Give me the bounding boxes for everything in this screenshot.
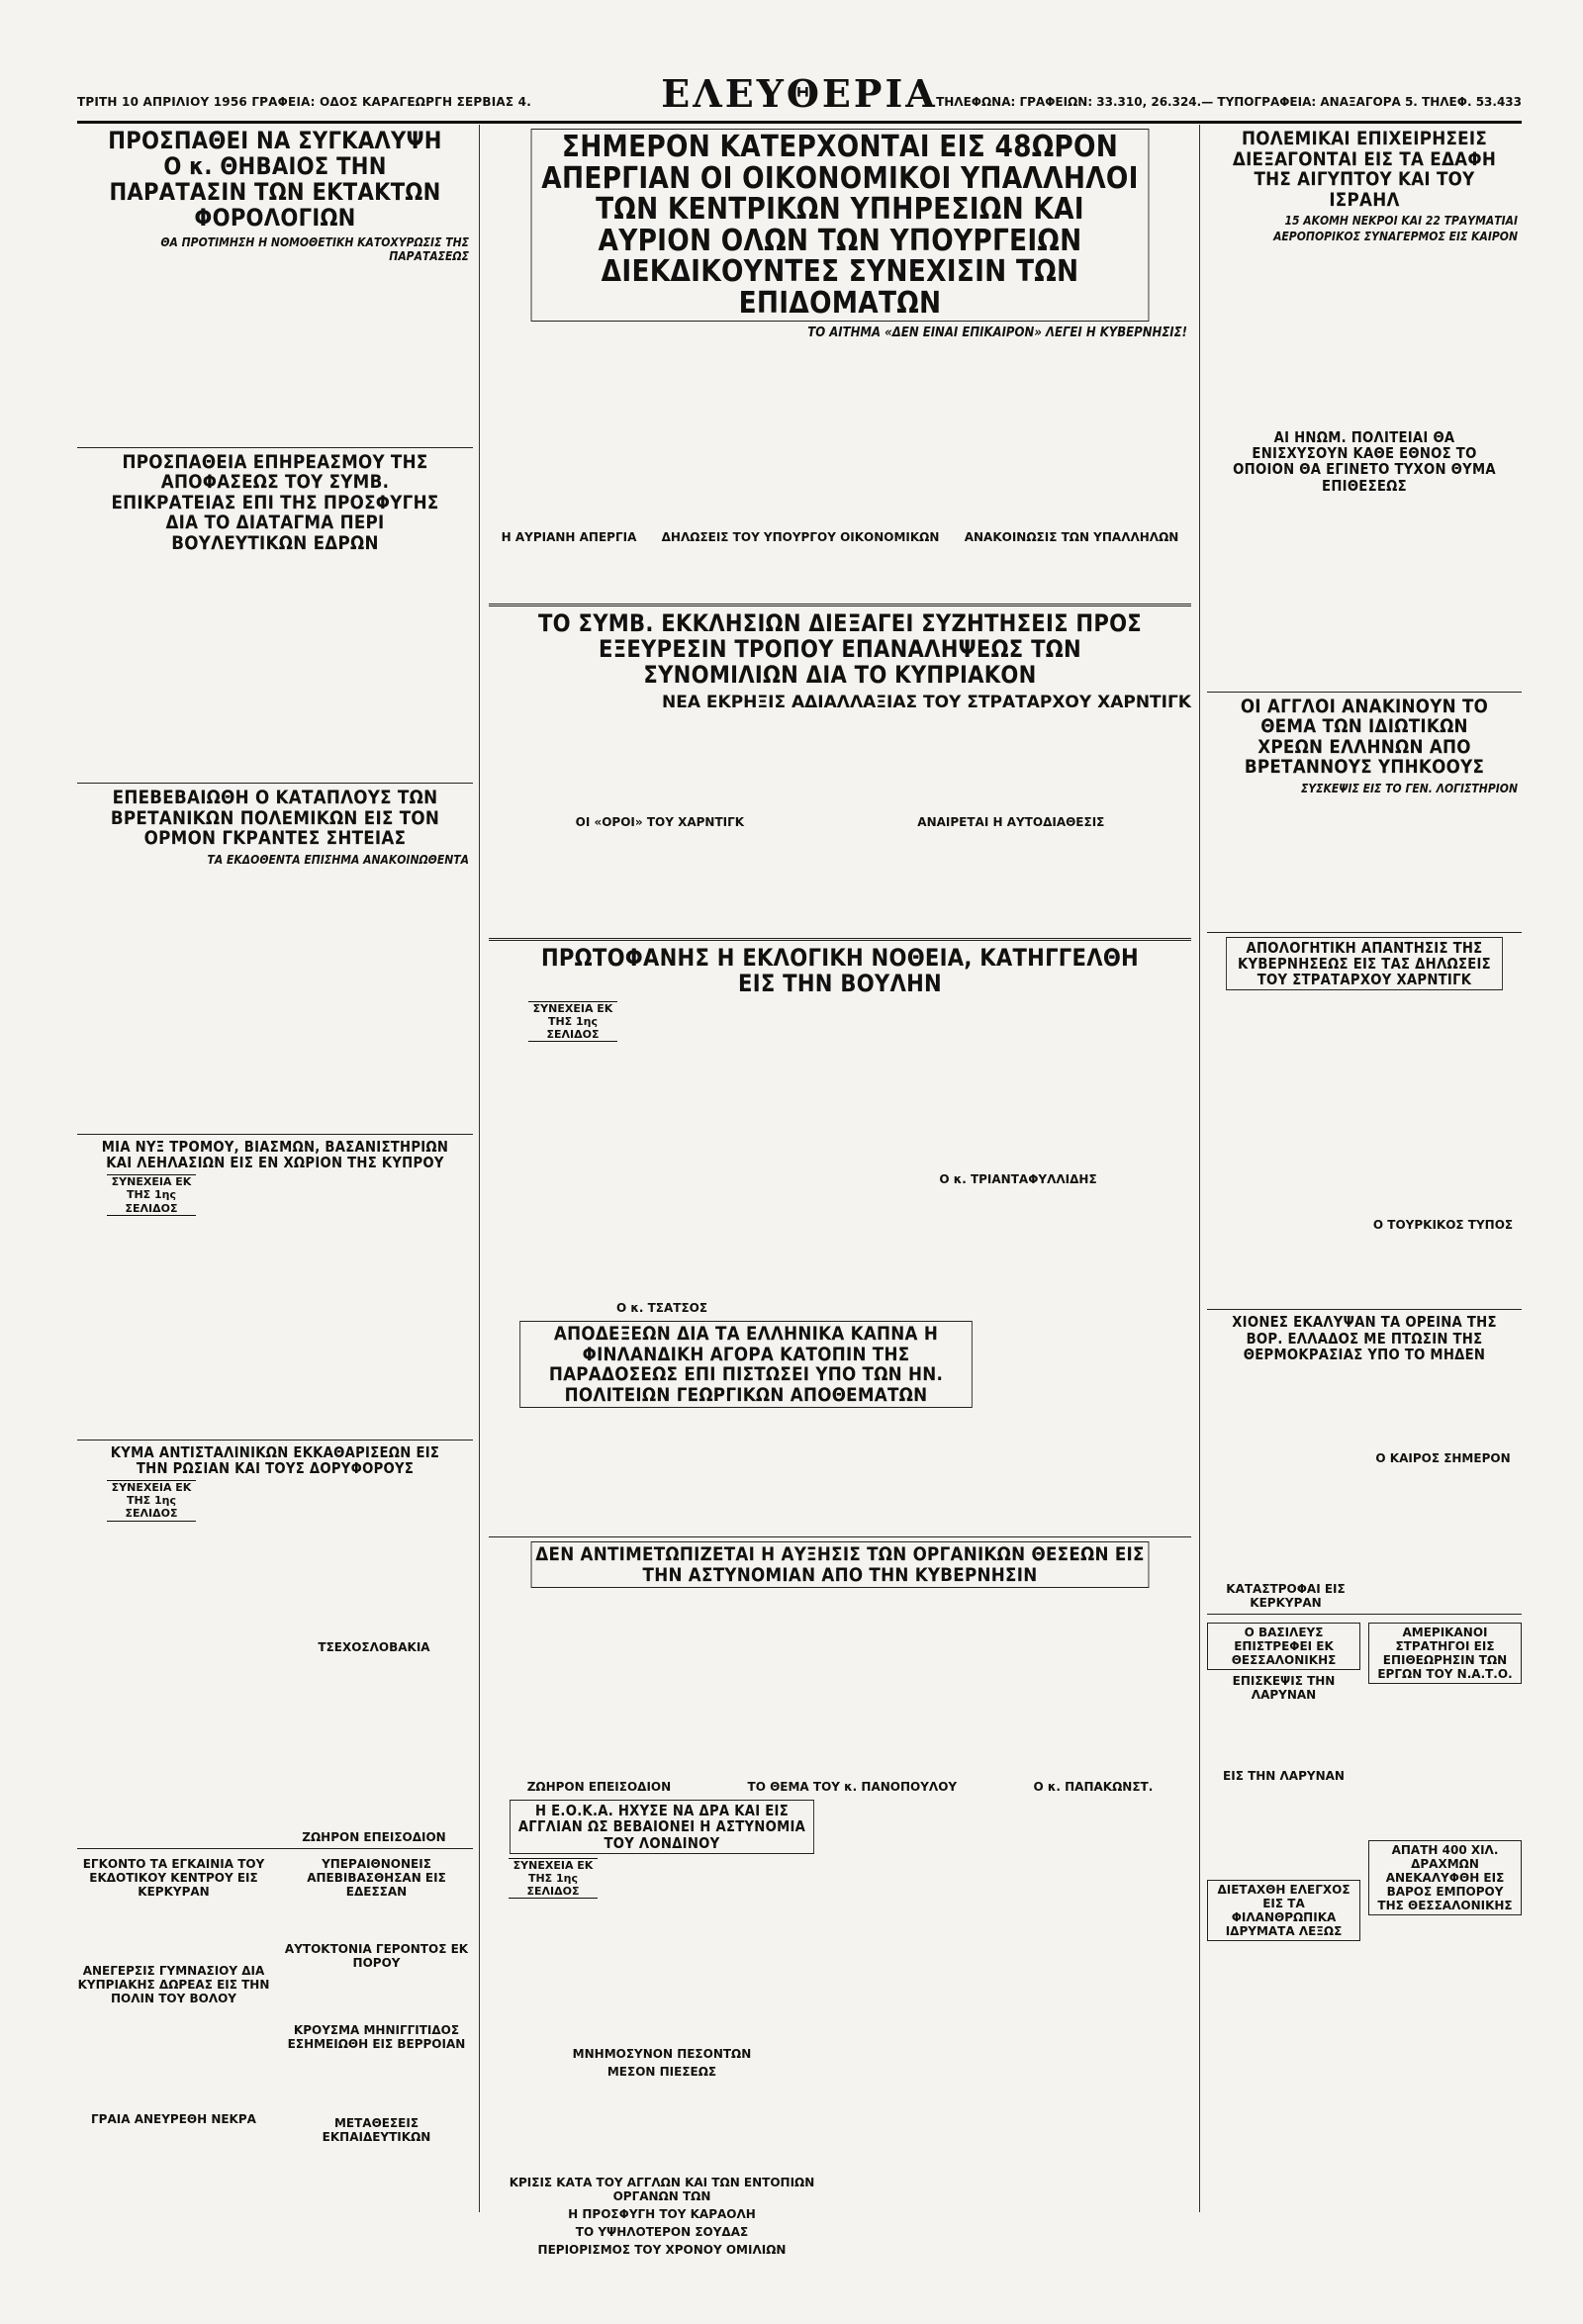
subheadline: ΣΥΣΚΕΨΙΣ ΕΙΣ ΤΟ ΓΕΝ. ΛΟΓΙΣΤΗΡΙΟΝ	[1300, 781, 1518, 795]
section-label: ΟΙ «ΟΡΟΙ» ΤΟΥ ΧΑΡΝΤΙΓΚ	[575, 814, 745, 829]
section-label: Ο κ. ΤΣΑΤΣΟΣ	[615, 1301, 708, 1316]
brief-news	[77, 1853, 473, 2197]
left-column	[77, 125, 473, 2197]
subheadline: 15 ΑΚΟΜΗ ΝΕΚΡΟΙ ΚΑΙ 22 ΤΡΑΥΜΑΤΙΑΙ	[1284, 214, 1518, 229]
subheadline: ΤΑ ΕΚΔΟΘΕΝΤΑ ΕΠΙΣΗΜΑ ΑΝΑΚΟΙΝΩΘΕΝΤΑ	[207, 852, 469, 867]
article-cyprus-talks	[489, 611, 1191, 932]
article-body	[77, 1526, 473, 1634]
article-taxes	[77, 129, 473, 441]
subheadline: ΑΕΡΟΠΟΡΙΚΟΣ ΣΥΝΑΓΕΡΜΟΣ ΕΙΣ ΚΑΙΡΟΝ	[1273, 230, 1518, 244]
headline: ΠΟΛΕΜΙΚΑΙ ΕΠΙΧΕΙΡΗΣΕΙΣ ΔΙΕΞΑΓΟΝΤΑΙ ΕΙΣ ΤΑ ΕΔΑΦΗ ΤΗΣ ΑΙΓΥΠΤΟΥ ΚΑΙ ΤΟΥ ΙΣΡΑΗΛ	[1232, 128, 1497, 211]
headline: ΚΥΜΑ ΑΝΤΙΣΤΑΛΙΝΙΚΩΝ ΕΚΚΑΘΑΡΙΣΕΩΝ ΕΙΣ ΤΗΝ ΡΩΣΙΑΝ ΚΑΙ ΤΟΥΣ ΔΟΡΥΦΟΡΟΥΣ	[110, 1442, 440, 1477]
brief-body	[280, 2146, 473, 2191]
article-body	[489, 342, 1191, 520]
brief-headline: Ο ΒΑΣΙΛΕΥΣ ΕΠΙΣΤΡΕΦΕΙ ΕΚ ΘΕΣΣΑΛΟΝΙΚΗΣ	[1207, 1623, 1360, 1670]
section-label: Ο κ. ΠΑΠΑΚΩΝΣΤ.	[1033, 1780, 1154, 1795]
headline: ΤΟ ΣΥΜΒ. ΕΚΚΛΗΣΙΩΝ ΔΙΕΞΑΓΕΙ ΣΥΖΗΤΗΣΕΙΣ ΠΡΟΣ ΕΞΕΥΡΕΣΙΝ ΤΡΟΠΟΥ ΕΠΑΝΑΛΗΨΕΩΣ ΤΩΝ ΣΥΝΟΜΙΛΙΩΝ ΔΙΑ ΤΟ ΚΥΠΡΙΑΚΟΝ	[538, 609, 1142, 689]
headline: ΕΠΕΒΕΒΑΙΩΘΗ Ο ΚΑΤΑΠΛΟΥΣ ΤΩΝ ΒΡΕΤΑΝΙΚΩΝ ΠΟΛΕΜΙΚΩΝ ΕΙΣ ΤΟΝ ΟΡΜΟΝ ΓΚΡΑΝΤΕΣ ΣΗΤΕΙΑΣ	[110, 787, 440, 850]
article-body	[489, 548, 1191, 598]
article-private-debts	[1207, 697, 1522, 926]
brief-body	[77, 2128, 270, 2172]
article-body	[489, 1903, 835, 2041]
article-body	[77, 869, 473, 1128]
center-column	[489, 125, 1191, 2324]
headline: ΜΙΑ ΝΥΞ ΤΡΟΜΟΥ, ΒΙΑΣΜΩΝ, ΒΑΣΑΝΙΣΤΗΡΙΩΝ ΚΑΙ ΛΕΗΛΑΣΙΩΝ ΕΙΣ ΕΝ ΧΩΡΙΟΝ ΤΗΣ ΚΥΠΡΟΥ	[101, 1137, 449, 1171]
right-bottom-briefs	[1207, 1619, 1522, 2058]
section-label: ΜΝΗΜΟΣΥΝΟΝ ΠΕΣΟΝΤΩΝ	[572, 2047, 752, 2062]
subheadline: ΘΑ ΠΡΟΤΙΜΗΣΗ Η ΝΟΜΟΘΕΤΙΚΗ ΚΑΤΟΧΥΡΩΣΙΣ ΤΗΣ ΠΑΡΑΤΑΣΕΩΣ	[160, 234, 469, 263]
headline: ΠΡΟΣΠΑΘΕΙΑ ΕΠΗΡΕΑΣΜΟΥ ΤΗΣ ΑΠΟΦΑΣΕΩΣ ΤΟΥ ΣΥΜΒ. ΕΠΙΚΡΑΤΕΙΑΣ ΕΠΙ ΤΗΣ ΠΡΟΣΦΥΓΗΣ ΔΙΑ ΤΟ ΔΙΑΤΑΓΜΑ ΠΕΡΙ ΒΟΥΛΕΥΤΙΚΩΝ ΕΔΡΩΝ	[111, 450, 439, 554]
brief-headline: ΕΓΚΟΝΤΟ ΤΑ ΕΓΚΑΙΝΙΑ ΤΟΥ ΕΚΔΟΤΙΚΟΥ ΚΕΝΤΡΟΥ ΕΙΣ ΚΕΡΚΥΡΑΝ	[82, 1856, 265, 1899]
section-label: ΑΝΑΚΟΙΝΩΣΙΣ ΤΩΝ ΥΠΑΛΛΗΛΩΝ	[964, 530, 1179, 544]
headline: ΑΙ ΗΝΩΜ. ΠΟΛΙΤΕΙΑΙ ΘΑ ΕΝΙΣΧΥΣΟΥΝ ΚΑΘΕ ΕΘΝΟΣ ΤΟ ΟΠΟΙΟΝ ΘΑ ΕΓΙΝΕΤΟ ΤΥΧΟΝ ΘΥΜΑ ΕΠΙΘΕΣΕΩΣ	[1233, 428, 1496, 495]
article-eoka-london	[489, 1800, 835, 2318]
subheadline: ΤΟ ΑΙΤΗΜΑ «ΔΕΝ ΕΙΝΑΙ ΕΠΙΚΑΙΡΟΝ» ΛΕΓΕΙ Η ΚΥΒΕΡΝΗΣΙΣ!	[807, 325, 1187, 340]
brief-headline: ΑΝΕΓΕΡΣΙΣ ΓΥΜΝΑΣΙΟΥ ΔΙΑ ΚΥΠΡΙΑΚΗΣ ΔΩΡΕΑΣ ΕΙΣ ΤΗΝ ΠΟΛΙΝ ΤΟΥ ΒΟΛΟΥ	[77, 1963, 270, 2005]
newspaper-title: ΕΛΕΥΘΕΡΙΑ	[661, 71, 938, 116]
column-rule	[479, 125, 480, 2212]
brief-headline: ΑΜΕΡΙΚΑΝΟΙ ΣΤΡΑΤΗΓΟΙ ΕΙΣ ΕΠΙΘΕΩΡΗΣΙΝ ΤΩΝ ΕΡΓΩΝ ΤΟΥ Ν.Α.Τ.Ο.	[1368, 1623, 1522, 1684]
masthead	[77, 71, 1522, 124]
right-column	[1207, 125, 1522, 2058]
article-body	[77, 557, 473, 777]
brief-headline: ΚΡΟΥΣΜΑ ΜΗΝΙΓΓΙΤΙΔΟΣ ΕΣΗΜΕΙΩΘΗ ΕΙΣ ΒΕΡΡΟΙΑΝ	[287, 2022, 466, 2051]
article-tobacco	[489, 1321, 1003, 1531]
section-label: ΤΟ ΥΨΗΛΟΤΕΡΟΝ ΣΟΥΔΑΣ	[575, 2225, 749, 2240]
masthead-date-address: ΤΡΙΤΗ 10 ΑΠΡΙΛΙΟΥ 1956 ΓΡΑΦΕΙΑ: ΟΔΟΣ ΚΑΡΑΓΕΩΡΓΗ ΣΕΡΒΙΑΣ 4.	[77, 95, 531, 109]
article-purges	[77, 1444, 473, 1844]
subheadline: ΝΕΑ ΕΚΡΗΞΙΣ ΑΔΙΑΛΛΑΞΙΑΣ ΤΟΥ ΣΤΡΑΤΑΡΧΟΥ ΧΑΡΝΤΙΓΚ	[662, 692, 1191, 712]
headline: ΑΠΟΔΕΞΕΩΝ ΔΙΑ ΤΑ ΕΛΛΗΝΙΚΑ ΚΑΠΝΑ Η ΦΙΝΛΑΝΔΙΚΗ ΑΓΟΡΑ ΚΑΤΟΠΙΝ ΤΗΣ ΠΑΡΑΔΟΣΕΩΣ ΕΠΙ ΠΙΣΤΩΣΕΙ ΥΠΟ ΤΩΝ ΗΝ. ΠΟΛΙΤΕΙΩΝ ΓΕΩΡΓΙΚΩΝ ΑΠΟΘΕΜΑΤΩΝ	[519, 1321, 973, 1408]
brief-headline: ΑΥΤΟΚΤΟΝΙΑ ΓΕΡΟΝΤΟΣ ΕΚ ΠΟΡΟΥ	[284, 1941, 469, 1970]
article-body	[489, 716, 1191, 805]
article-body	[489, 1048, 835, 1295]
headline: ΔΕΝ ΑΝΤΙΜΕΤΩΠΙΖΕΤΑΙ Η ΑΥΞΗΣΙΣ ΤΩΝ ΟΡΓΑΝΙΚΩΝ ΘΕΣΕΩΝ ΕΙΣ ΤΗΝ ΑΣΤΥΝΟΜΙΑΝ ΑΠΟ ΤΗΝ ΚΥΒΕΡΝΗΣΙΝ	[531, 1541, 1150, 1588]
article-warships	[77, 788, 473, 1128]
article-night-of-terror	[77, 1139, 473, 1434]
continuation-tag: ΣΥΝΕΧΕΙΑ ΕΚ ΤΗΣ 1ης ΣΕΛΙΔΟΣ	[107, 1480, 196, 1522]
headline: ΠΡΟΣΠΑΘΕΙ ΝΑ ΣΥΓΚΑΛΥΨΗ Ο κ. ΘΗΒΑΙΟΣ ΤΗΝ ΠΑΡΑΤΑΣΙΝ ΤΩΝ ΕΚΤΑΚΤΩΝ ΦΟΡΟΛΟΓΙΩΝ	[108, 127, 442, 232]
section-label: Ο ΤΟΥΡΚΙΚΟΣ ΤΥΠΟΣ	[1372, 1218, 1514, 1233]
section-label: ΕΙΣ ΤΗΝ ΛΑΡΥΝΑΝ	[1223, 1769, 1345, 1783]
brief-body	[1207, 1704, 1360, 1763]
continuation-tag: ΣΥΝΕΧΕΙΑ ΕΚ ΤΗΣ 1ης ΣΕΛΙΔΟΣ	[509, 1858, 598, 1900]
section-label: ΠΕΡΙΟΡΙΣΜΟΣ ΤΟΥ ΧΡΟΝΟΥ ΟΜΙΛΙΩΝ	[537, 2243, 787, 2258]
brief-body	[77, 2007, 270, 2106]
continuation-tag: ΣΥΝΕΧΕΙΑ ΕΚ ΤΗΣ 1ης ΣΕΛΙΔΟΣ	[107, 1174, 196, 1216]
article-body	[489, 2081, 835, 2170]
section-label: ΔΗΛΩΣΕΙΣ ΤΟΥ ΥΠΟΥΡΓΟΥ ΟΙΚΟΝΟΜΙΚΩΝ	[661, 530, 940, 544]
article-body	[1207, 1234, 1522, 1303]
column-rule	[1199, 125, 1200, 2212]
section-label: ΖΩΗΡΟΝ ΕΠΕΙΣΟΔΙΟΝ	[302, 1829, 446, 1844]
section-label: ΚΑΤΑΣΤΡΟΦΑΙ ΕΙΣ ΚΕΡΚΥΡΑΝ	[1226, 1582, 1346, 1610]
section-label: Ο ΚΑΙΡΟΣ ΣΗΜΕΡΟΝ	[1375, 1451, 1511, 1465]
section-label: ΖΩΗΡΟΝ ΕΠΕΙΣΟΔΙΟΝ	[526, 1780, 672, 1795]
article-middle-east	[1207, 129, 1522, 423]
section-label: ΤΟ ΘΕΜΑ ΤΟΥ κ. ΠΑΝΟΠΟΥΛΟΥ	[747, 1780, 958, 1795]
brief-body	[280, 1972, 473, 2017]
section-label: ΜΕΣΟΝ ΠΙΕΣΕΩΣ	[606, 2065, 717, 2080]
lead-headline: ΣΗΜΕΡΟΝ ΚΑΤΕΡΧΟΝΤΑΙ ΕΙΣ 48ΩΡΟΝ ΑΠΕΡΓΙΑΝ ΟΙ ΟΙΚΟΝΟΜΙΚΟΙ ΥΠΑΛΛΗΛΟΙ ΤΩΝ ΚΕΝΤΡΙΚΩΝ ΥΠΗΡΕΣΙΩΝ ΚΑΙ ΑΥΡΙΟΝ ΟΛΩΝ ΤΩΝ ΥΠΟΥΡΓΕΙΩΝ ΔΙΕΚΔΙΚΟΥΝΤΕΣ ΣΥΝΕΧΙΣΙΝ ΤΩΝ ΕΠΙΔΟΜΑΤΩΝ	[531, 129, 1150, 322]
article-body	[1207, 797, 1522, 926]
article-body	[1207, 994, 1522, 1212]
masthead-phones: ΤΗΛΕΦΩΝΑ: ΓΡΑΦΕΙΩΝ: 33.310, 26.324.— ΤΥΠΟΓΡΑΦΕΙΑ: ΑΝΑΞΑΓΟΡΑ 5. ΤΗΛΕΦ. 53.433	[936, 95, 1522, 109]
brief-body	[1368, 1686, 1522, 1834]
brief-body	[77, 1901, 270, 1958]
headline: ΑΠΟΛΟΓΗΤΙΚΗ ΑΠΑΝΤΗΣΙΣ ΤΗΣ ΚΥΒΕΡΝΗΣΕΩΣ ΕΙΣ ΤΑΣ ΔΗΛΩΣΕΙΣ ΤΟΥ ΣΤΡΑΤΑΡΧΟΥ ΧΑΡΝΤΙΓΚ	[1226, 937, 1503, 991]
brief-headline: ΑΠΑΤΗ 400 ΧΙΛ. ΔΡΑΧΜΩΝ ΑΝΕΚΑΛΥΦΘΗ ΕΙΣ ΒΑΡΟΣ ΕΜΠΟΡΟΥ ΤΗΣ ΘΕΣΣΑΛΟΝΙΚΗΣ	[1368, 1840, 1522, 1915]
continuation-tag: ΣΥΝΕΧΕΙΑ ΕΚ ΤΗΣ 1ης ΣΕΛΙΔΟΣ	[528, 1001, 617, 1043]
section-label: ΑΝΑΙΡΕΤΑΙ Η ΑΥΤΟΔΙΑΘΕΣΙΣ	[917, 814, 1105, 829]
section-label: ΤΣΕΧΟΣΛΟΒΑΚΙΑ	[318, 1639, 430, 1654]
article-body	[1207, 498, 1522, 686]
article-body	[77, 1656, 473, 1824]
brief-headline: ΥΠΕΡΑΙΘΝΟΝΕΙΣ ΑΠΕΒΙΒΑΣΘΗΣΑΝ ΕΙΣ ΕΔΕΣΣΑΝ	[307, 1856, 446, 1899]
section-label: ΚΡΙΣΙΣ ΚΑΤΑ ΤΟΥ ΑΓΓΛΩΝ ΚΑΙ ΤΩΝ ΕΝΤΟΠΙΩΝ ΟΡΓΑΝΩΝ ΤΩΝ	[509, 2176, 815, 2204]
article-body	[845, 1048, 1191, 1166]
brief-headline: ΜΕΤΑΘΕΣΕΙΣ ΕΚΠΑΙΔΕΥΤΙΚΩΝ	[322, 2115, 431, 2144]
headline: ΟΙ ΑΓΓΛΟΙ ΑΝΑΚΙΝΟΥΝ ΤΟ ΘΕΜΑ ΤΩΝ ΙΔΙΩΤΙΚΩΝ ΧΡΕΩΝ ΕΛΛΗΝΩΝ ΑΠΟ ΒΡΕΤΑΝΝΟΥΣ ΥΠΗΚΟΟΥΣ	[1240, 695, 1489, 779]
headline: ΠΡΩΤΟΦΑΝΗΣ Η ΕΚΛΟΓΙΚΗ ΝΟΘΕΙΑ, ΚΑΤΗΓΓΕΛΘΗ ΕΙΣ ΤΗΝ ΒΟΥΛΗΝ	[540, 943, 1139, 997]
article-body	[845, 1188, 1191, 1307]
article-body	[77, 265, 473, 441]
article-elections	[489, 943, 1191, 1317]
article-body	[489, 2259, 835, 2318]
article-body	[489, 833, 1191, 932]
brief-headline: ΓΡΑΙΑ ΑΝΕΥΡΕΘΗ ΝΕΚΡΑ	[91, 2111, 256, 2126]
brief-body	[1207, 1943, 1360, 2052]
article-body	[1207, 245, 1522, 423]
article-body	[1207, 1467, 1522, 1576]
article-body	[1207, 1366, 1522, 1445]
article-council	[77, 452, 473, 778]
article-body	[489, 1412, 1003, 1531]
article-us-support	[1207, 429, 1522, 686]
section-label: Η ΠΡΟΣΦΥΓΗ ΤΟΥ ΚΑΡΑΟΛΗ	[568, 2207, 756, 2222]
section-label: Η ΑΥΡΙΑΝΗ ΑΠΕΡΓΙΑ	[501, 530, 637, 544]
brief-body	[280, 1901, 473, 1936]
article-police-positions	[489, 1541, 1191, 1796]
article-body	[489, 1592, 1191, 1770]
headline: Η Ε.Ο.Κ.Α. ΗΧΥΣΕ ΝΑ ΔΡΑ ΚΑΙ ΕΙΣ ΑΓΓΛΙΑΝ ΩΣ ΒΕΒΑΙΟΝΕΙ Η ΑΣΤΥΝΟΜΙΑ ΤΟΥ ΛΟΝΔΙΝΟΥ	[510, 1800, 814, 1854]
headline: ΧΙΟΝΕΣ ΕΚΑΛΥΨΑΝ ΤΑ ΟΡΕΙΝΑ ΤΗΣ ΒΟΡ. ΕΛΛΑΔΟΣ ΜΕ ΠΤΩΣΙΝ ΤΗΣ ΘΕΡΜΟΚΡΑΣΙΑΣ ΥΠΟ ΤΟ ΜΗΔΕΝ	[1232, 1313, 1497, 1363]
brief-body	[1368, 1917, 1522, 2026]
article-body	[77, 1220, 473, 1434]
lead-article-strike	[489, 129, 1191, 598]
brief-headline: ΔΙΕΤΑΧΘΗ ΕΛΕΓΧΟΣ ΕΙΣ ΤΑ ΦΙΛΑΝΘΡΩΠΙΚΑ ΙΔΡΥΜΑΤΑ ΛΕΞΩΣ	[1207, 1880, 1360, 1941]
article-snow	[1207, 1314, 1522, 1610]
article-government-reply	[1207, 937, 1522, 1304]
section-label: Ο κ. ΤΡΙΑΝΤΑΦΥΛΛΙΔΗΣ	[939, 1172, 1097, 1187]
brief-body	[1207, 1785, 1360, 1874]
section-label: ΕΠΙΣΚΕΨΙΣ ΤΗΝ ΛΑΡΥΝΑΝ	[1232, 1674, 1336, 1702]
brief-body	[280, 2053, 473, 2110]
